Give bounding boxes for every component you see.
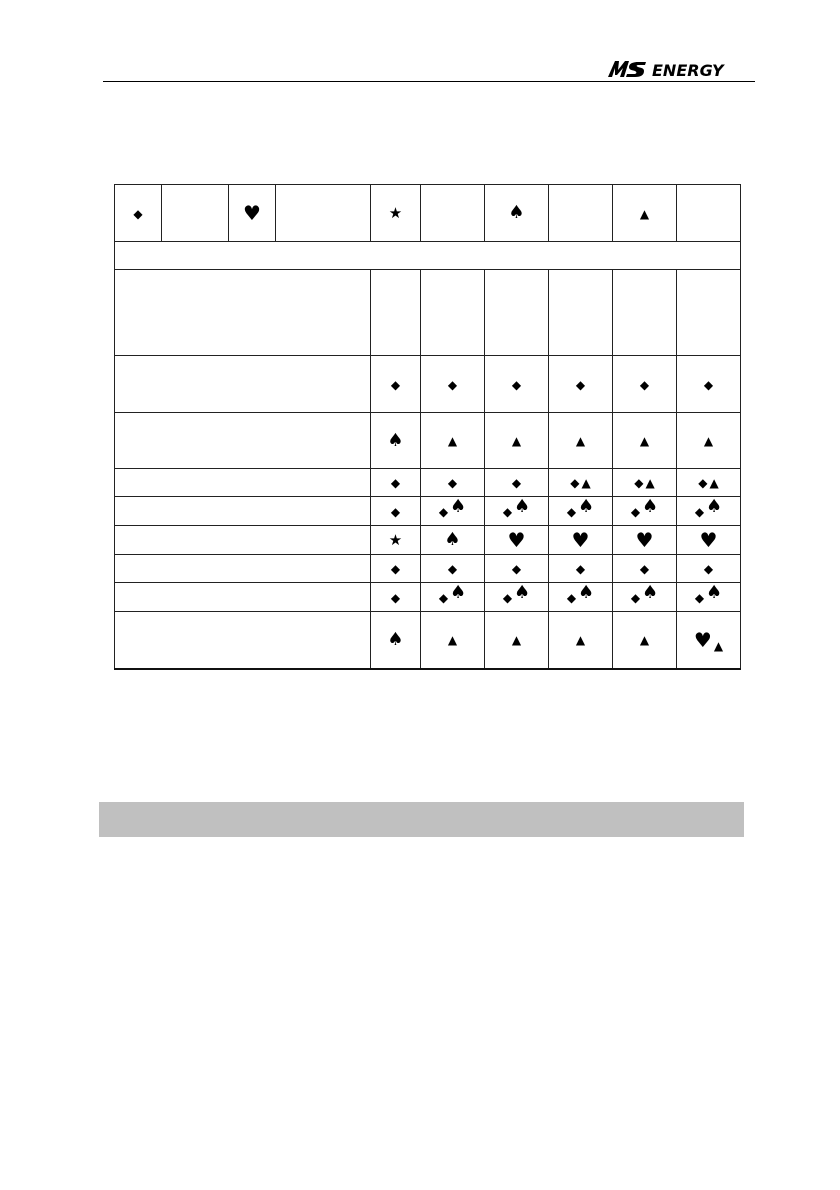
symbol-cell bbox=[677, 356, 741, 413]
diamond-icon: ◆ bbox=[502, 505, 513, 519]
heart-icon: ♥ bbox=[635, 528, 654, 552]
symbol-cell bbox=[485, 413, 549, 469]
symbol-cell bbox=[371, 612, 421, 669]
header-cell bbox=[371, 270, 421, 356]
symbol-cell bbox=[677, 413, 741, 469]
triangle-icon: ▲ bbox=[645, 476, 655, 490]
diamond-icon: ◆ bbox=[566, 505, 577, 519]
spade-icon: ♠ bbox=[514, 496, 531, 517]
legend-cell bbox=[162, 185, 229, 242]
heart-icon: ♥ bbox=[507, 528, 526, 552]
triangle-icon: ▲ bbox=[639, 206, 650, 221]
symbol-cell bbox=[421, 469, 485, 497]
symbol-cell bbox=[549, 413, 613, 469]
symbol-cell bbox=[371, 555, 421, 583]
symbol-cell bbox=[421, 356, 485, 413]
diamond-icon: ◆ bbox=[575, 562, 586, 576]
symbol-cell bbox=[549, 526, 613, 555]
heart-icon: ♥ bbox=[699, 528, 718, 552]
triangle-icon: ▲ bbox=[447, 633, 458, 648]
spade-icon: ♠ bbox=[444, 529, 461, 550]
spade-icon: ♠ bbox=[642, 496, 659, 517]
symbol-cell bbox=[549, 583, 613, 612]
triangle-icon: ▲ bbox=[575, 434, 586, 448]
legend-cell bbox=[485, 185, 549, 242]
symbol-cell bbox=[549, 612, 613, 669]
heart-icon: ♥ bbox=[243, 201, 261, 225]
symbol-cell bbox=[421, 555, 485, 583]
symbol-cell bbox=[421, 583, 485, 612]
diamond-icon: ◆ bbox=[694, 591, 705, 605]
diamond-icon: ◆ bbox=[630, 591, 641, 605]
diamond-icon: ◆ bbox=[566, 591, 577, 605]
header-cell bbox=[549, 270, 613, 356]
symbol-cell bbox=[485, 555, 549, 583]
symbol-cell bbox=[549, 356, 613, 413]
diamond-icon: ◆ bbox=[390, 504, 401, 519]
symbol-cell bbox=[613, 555, 677, 583]
symbol-cell bbox=[549, 555, 613, 583]
legend-row bbox=[115, 185, 741, 242]
spade-icon: ♠ bbox=[514, 582, 531, 603]
table-row bbox=[115, 356, 741, 413]
symbol-cell bbox=[613, 413, 677, 469]
triangle-icon: ▲ bbox=[639, 434, 650, 448]
legend-cell bbox=[276, 185, 371, 242]
symbol-cell bbox=[677, 583, 741, 612]
row-label-cell bbox=[115, 497, 371, 526]
spade-icon: ♠ bbox=[450, 582, 467, 603]
diamond-icon: ◆ bbox=[438, 591, 449, 605]
triangle-icon: ▲ bbox=[581, 476, 591, 490]
diamond-icon: ◆ bbox=[502, 591, 513, 605]
triangle-icon: ▲ bbox=[639, 633, 650, 648]
symbol-cell bbox=[613, 469, 677, 497]
symbol-cell bbox=[421, 497, 485, 526]
triangle-icon: ▲ bbox=[511, 434, 522, 448]
symbol-cell bbox=[613, 526, 677, 555]
diamond-icon: ◆ bbox=[570, 476, 580, 490]
symbol-cell bbox=[371, 497, 421, 526]
diamond-icon: ◆ bbox=[438, 505, 449, 519]
diamond-icon: ◆ bbox=[703, 377, 714, 392]
symbol-cell bbox=[549, 469, 613, 497]
header-rule bbox=[103, 81, 755, 82]
section-cell bbox=[115, 242, 741, 270]
symbol-cell bbox=[677, 612, 741, 669]
header-cell bbox=[485, 270, 549, 356]
symbol-table bbox=[114, 184, 741, 670]
header-row bbox=[115, 270, 741, 356]
legend-cell bbox=[371, 185, 421, 242]
row-label-cell bbox=[115, 469, 371, 497]
symbol-cell bbox=[371, 526, 421, 555]
symbol-cell bbox=[613, 612, 677, 669]
section-row bbox=[115, 242, 741, 270]
diamond-icon: ◆ bbox=[390, 377, 401, 392]
table-row bbox=[115, 612, 741, 669]
diamond-icon: ◆ bbox=[447, 476, 458, 490]
symbol-cell bbox=[371, 413, 421, 469]
legend-cell bbox=[677, 185, 741, 242]
symbol-cell bbox=[485, 583, 549, 612]
spade-icon: ♠ bbox=[578, 582, 595, 603]
diamond-icon: ◆ bbox=[390, 562, 401, 576]
diamond-icon: ◆ bbox=[390, 590, 401, 605]
spade-icon: ♠ bbox=[450, 496, 467, 517]
diamond-icon: ◆ bbox=[630, 505, 641, 519]
symbol-cell bbox=[421, 612, 485, 669]
symbol-cell bbox=[485, 612, 549, 669]
spade-icon: ♠ bbox=[387, 429, 404, 451]
diamond-icon: ◆ bbox=[694, 505, 705, 519]
header-cell bbox=[421, 270, 485, 356]
heart-icon: ♥ bbox=[693, 627, 712, 652]
table-row bbox=[115, 413, 741, 469]
symbol-cell bbox=[371, 583, 421, 612]
star-icon: ★ bbox=[388, 530, 403, 549]
table-row bbox=[115, 526, 741, 555]
header-label-cell bbox=[115, 270, 371, 356]
symbol-cell bbox=[421, 526, 485, 555]
row-label-cell bbox=[115, 413, 371, 469]
diamond-icon: ◆ bbox=[634, 476, 644, 490]
diamond-icon: ◆ bbox=[511, 562, 522, 576]
symbol-cell bbox=[677, 526, 741, 555]
ms-energy-logo bbox=[606, 56, 756, 82]
diamond-icon: ◆ bbox=[447, 377, 458, 392]
section-heading-bar bbox=[99, 802, 744, 837]
symbol-cell bbox=[485, 356, 549, 413]
heart-icon: ♥ bbox=[571, 528, 590, 552]
legend-cell bbox=[115, 185, 162, 242]
table-row bbox=[115, 497, 741, 526]
symbol-cell bbox=[613, 583, 677, 612]
symbol-cell bbox=[421, 413, 485, 469]
diamond-icon: ◆ bbox=[390, 476, 401, 490]
row-label-cell bbox=[115, 356, 371, 413]
triangle-icon: ▲ bbox=[575, 633, 586, 648]
svg-text:ENERGY: ENERGY bbox=[652, 61, 724, 80]
spade-icon: ♠ bbox=[578, 496, 595, 517]
symbol-cell bbox=[613, 497, 677, 526]
table-row bbox=[115, 469, 741, 497]
legend-cell bbox=[613, 185, 677, 242]
triangle-icon: ▲ bbox=[713, 638, 724, 653]
diamond-icon: ◆ bbox=[703, 562, 714, 576]
symbol-cell bbox=[371, 469, 421, 497]
diamond-icon: ◆ bbox=[511, 377, 522, 392]
diamond-icon: ◆ bbox=[447, 562, 458, 576]
symbol-cell bbox=[485, 497, 549, 526]
header-cell bbox=[613, 270, 677, 356]
symbol-cell bbox=[371, 356, 421, 413]
row-label-cell bbox=[115, 526, 371, 555]
diamond-icon: ◆ bbox=[639, 377, 650, 392]
diamond-icon: ◆ bbox=[575, 377, 586, 392]
triangle-icon: ▲ bbox=[511, 633, 522, 648]
legend-cell bbox=[229, 185, 276, 242]
star-icon: ★ bbox=[388, 203, 403, 222]
symbol-cell bbox=[677, 469, 741, 497]
triangle-icon: ▲ bbox=[703, 434, 714, 448]
symbol-cell bbox=[549, 497, 613, 526]
triangle-icon: ▲ bbox=[447, 434, 458, 448]
spade-icon: ♠ bbox=[508, 202, 525, 223]
table-row bbox=[115, 555, 741, 583]
row-label-cell bbox=[115, 612, 371, 669]
diamond-icon: ◆ bbox=[511, 476, 522, 490]
spade-icon: ♠ bbox=[642, 582, 659, 603]
table-row bbox=[115, 583, 741, 612]
diamond-icon: ◆ bbox=[133, 206, 143, 221]
diamond-icon: ◆ bbox=[698, 476, 708, 490]
legend-cell bbox=[549, 185, 613, 242]
header-cell bbox=[677, 270, 741, 356]
symbol-cell bbox=[485, 526, 549, 555]
row-label-cell bbox=[115, 583, 371, 612]
symbol-cell bbox=[677, 555, 741, 583]
spade-icon: ♠ bbox=[706, 582, 723, 603]
symbol-cell bbox=[677, 497, 741, 526]
row-label-cell bbox=[115, 555, 371, 583]
spade-icon: ♠ bbox=[387, 628, 404, 650]
spade-icon: ♠ bbox=[706, 496, 723, 517]
legend-cell bbox=[421, 185, 485, 242]
triangle-icon: ▲ bbox=[709, 476, 719, 490]
ms-energy-logo-graphic bbox=[606, 56, 756, 82]
symbol-cell bbox=[485, 469, 549, 497]
symbol-cell bbox=[613, 356, 677, 413]
diamond-icon: ◆ bbox=[639, 562, 650, 576]
